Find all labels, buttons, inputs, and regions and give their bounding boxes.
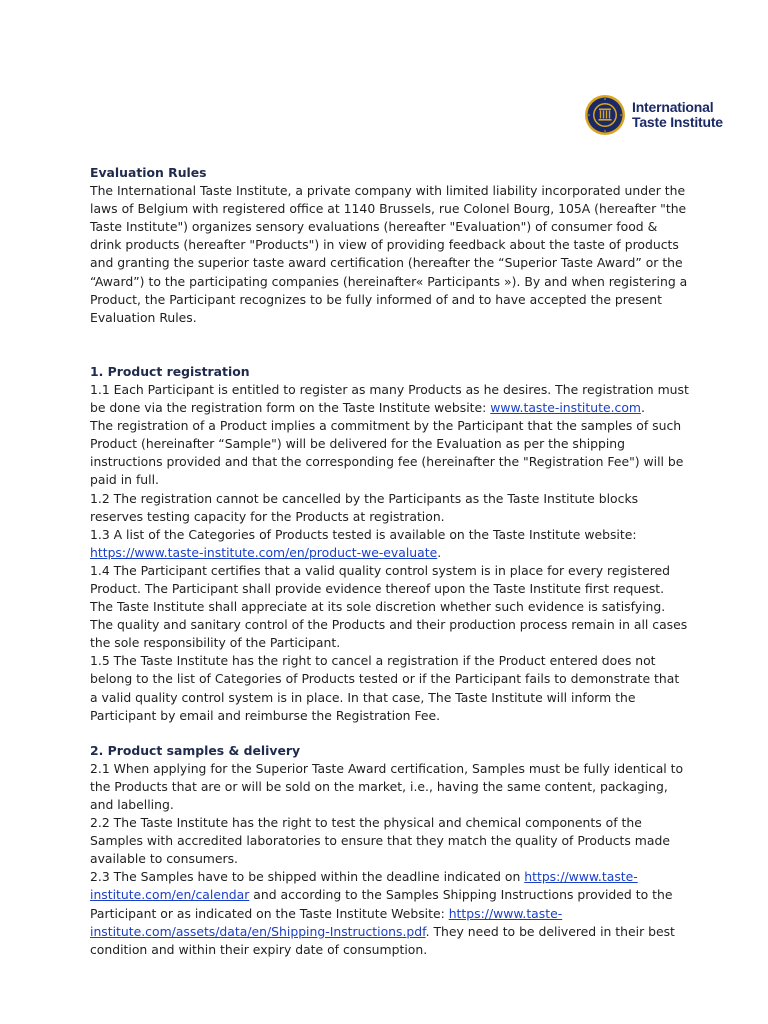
clause-1-1-continued: The registration of a Product implies a commitment by the Participant that the samples of such Product (hereinafter “Sample") will be delivered for the Evaluation as per the shipping instructions provided and that the corresponding fee (hereinafter the "Registration Fee") will be paid in full.: [90, 418, 684, 488]
logo-line-2: Taste Institute: [632, 114, 723, 130]
logo: [584, 94, 723, 136]
website-link[interactable]: www.taste-institute.com: [490, 400, 641, 416]
product-we-evaluate-link[interactable]: https://www.taste-institute.com/en/product-we-evaluate: [90, 544, 438, 560]
section-2-heading: 2. Product samples & delivery: [90, 742, 301, 758]
clause-1-3: [90, 526, 690, 562]
spacer: [90, 327, 690, 363]
shipping-instructions-link[interactable]: https://www.taste-institute.com/assets/data/en/Shipping-Instructions.pdf: [90, 905, 563, 939]
spacer: [90, 725, 690, 742]
intro-paragraph: The International Taste Institute, a private company with limited liability incorporated under the laws of Belgium with registered office at 1140 Brussels, rue Colonel Bourg, 105A (hereafter "the Taste Institute") organizes sensory evaluations (hereafter "Evaluation") of consumer food & drink products (hereafter "Products") in view of providing feedback about the taste of products and granting the superior taste award certification (hereafter the “Superior Taste Award” or the “Award”) to the participating companies (hereinafter« Participants »). By and when registering a Product, the Participant recognizes to be fully informed of and to have accepted the present Evaluation Rules.: [90, 183, 688, 325]
clause-1-2: 1.2 The registration cannot be cancelled by the Participants as the Taste Institute blocks reserves testing capacity for the Products at registration.: [90, 490, 639, 524]
clause-1-3-end: .: [437, 544, 442, 560]
clause-2-1: 2.1 When applying for the Superior Taste Award certification, Samples must be fully identical to the Products that are or will be sold on the market, i.e., having the same content, packaging, and labelling.: [90, 760, 684, 812]
clause-1-1-text: 1.1 Each Participant is entitled to register as many Products as he desires. The registration must be done via the registration form on the Taste Institute website:: [90, 381, 689, 416]
clause-1-3-text: 1.3 A list of the Categories of Products tested is available on the Taste Institute website:: [90, 526, 637, 542]
taste-institute-seal-icon: [584, 94, 626, 136]
clause-2-2: 2.2 The Taste Institute has the right to test the physical and chemical components of the Samples with accredited laboratories to ensure that they match the quality of Products made available to consumers.: [90, 815, 670, 867]
calendar-link[interactable]: https://www.taste-institute.com/en/calendar: [90, 869, 638, 903]
document-body: [90, 164, 690, 959]
clause-2-3-end: . They need to be delivered in their best condition and within their expiry date of consumption.: [90, 923, 675, 957]
section-1-heading: 1. Product registration: [90, 363, 250, 379]
clause-1-4: 1.4 The Participant certifies that a valid quality control system is in place for every registered Product. The Participant shall provide evidence thereof upon the Taste Institute first request. The Taste Institute shall appreciate at its sole discretion whether such evidence is satisfying. The quality and sanitary control of the Products and their production process remain in all cases the sole responsibility of the Participant.: [90, 562, 688, 651]
clause-2-3: [90, 868, 690, 958]
clause-1-1-end: .: [640, 400, 645, 416]
clause-1-5: 1.5 The Taste Institute has the right to cancel a registration if the Product entered does not belong to the list of Categories of Products tested or if the Participant fails to demonstrate that a valid quality control system is in place. In that case, The Taste Institute will inform the Participant by email and reimburse the Registration Fee.: [90, 653, 680, 723]
logo-line-1: International: [632, 99, 714, 115]
clause-2-3-middle: and according to the Samples Shipping Instructions provided to the Participant or as indicated on the Taste Institute Website:: [90, 887, 673, 921]
document-title: Evaluation Rules: [90, 165, 207, 180]
logo-wordmark: [632, 100, 723, 130]
clause-1-1: [90, 381, 690, 417]
clause-2-3-text: 2.3 The Samples have to be shipped within the deadline indicated on: [90, 869, 525, 885]
